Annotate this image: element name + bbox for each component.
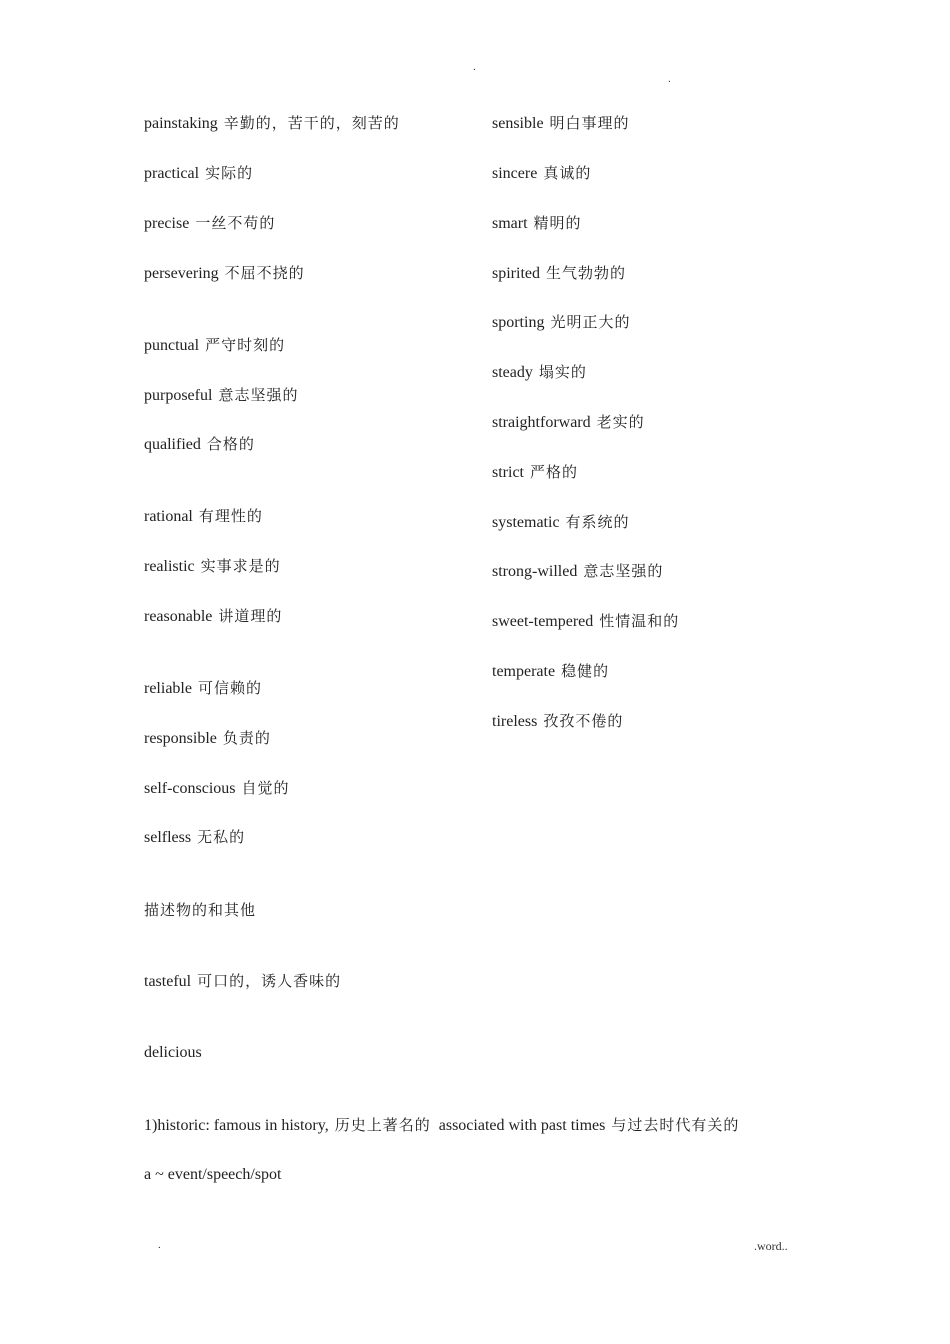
- entry-english: self-conscious: [144, 780, 236, 797]
- definition-chinese: 历史上著名的: [334, 1116, 431, 1134]
- entry-chinese: 意志坚强的: [583, 562, 664, 580]
- definition-line: [144, 1115, 739, 1136]
- vocab-entry: [144, 263, 305, 284]
- vocab-entry: [144, 606, 282, 627]
- entry-chinese: 有理性的: [198, 507, 263, 525]
- entry-chinese: 负责的: [222, 729, 271, 747]
- vocab-entry: [492, 113, 630, 134]
- vocab-entry: [492, 512, 630, 533]
- entry-english: delicious: [144, 1044, 202, 1061]
- example-line: [144, 1165, 282, 1185]
- entry-chinese: 稳健的: [561, 662, 610, 680]
- vocab-entry: [492, 263, 626, 284]
- entry-english: responsible: [144, 730, 217, 747]
- vocab-entry: [144, 556, 281, 577]
- entry-english: persevering: [144, 265, 219, 282]
- entry-english: systematic: [492, 514, 560, 531]
- vocab-entry: [144, 434, 255, 455]
- entry-english: spirited: [492, 265, 540, 282]
- vocab-entry: [492, 561, 663, 582]
- entry-english: punctual: [144, 337, 200, 354]
- entry-english: selfless: [144, 829, 192, 846]
- entry-english: purposeful: [144, 387, 213, 404]
- vocab-entry: [144, 163, 253, 184]
- vocab-entry: [144, 385, 298, 406]
- example-text: a ~ event/speech/spot: [144, 1166, 282, 1183]
- footer-word: .word..: [754, 1239, 788, 1253]
- entry-chinese: 不屈不挠的: [224, 264, 305, 282]
- vocab-entry: [492, 462, 578, 483]
- entry-english: practical: [144, 165, 200, 182]
- entry-chinese: 讲道理的: [218, 607, 283, 625]
- entry-chinese: 光明正大的: [550, 313, 631, 331]
- entry-english: sincere: [492, 165, 538, 182]
- vocab-entry: [492, 312, 630, 333]
- entry-english: sporting: [492, 314, 545, 331]
- entry-chinese: 可口的，诱人香味的: [197, 972, 342, 990]
- vocab-entry: [144, 1043, 202, 1063]
- entry-chinese: 自觉的: [241, 779, 290, 797]
- entry-english: reliable: [144, 680, 192, 697]
- vocab-entry: [144, 778, 290, 799]
- vocab-entry: [492, 661, 609, 682]
- vocab-entry: [144, 971, 341, 992]
- entry-english: temperate: [492, 663, 556, 680]
- entry-english: straightforward: [492, 414, 591, 431]
- entry-chinese: 老实的: [596, 413, 645, 431]
- vocab-entry: [144, 506, 263, 527]
- entry-english: rational: [144, 508, 193, 525]
- vocab-entry: [144, 678, 262, 699]
- header-dot-center: .: [473, 61, 476, 73]
- entry-english: sweet-tempered: [492, 613, 594, 630]
- entry-english: strict: [492, 464, 524, 481]
- entry-chinese: 严守时刻的: [205, 336, 286, 354]
- vocab-entry: [492, 412, 645, 433]
- vocab-entry: [144, 213, 275, 234]
- entry-chinese: 孜孜不倦的: [543, 712, 624, 730]
- vocab-entry: [492, 213, 582, 234]
- entry-chinese: 合格的: [206, 435, 255, 453]
- entry-chinese: 实际的: [205, 164, 254, 182]
- entry-english: sensible: [492, 115, 544, 132]
- entry-chinese: 辛勤的，苦干的，刻苦的: [223, 114, 400, 132]
- entry-chinese: 生气勃勃的: [546, 264, 627, 282]
- header-dot-right: .: [668, 73, 671, 85]
- footer-dot-left: .: [158, 1239, 161, 1251]
- entry-chinese: 塌实的: [538, 363, 587, 381]
- entry-chinese: 真诚的: [543, 164, 592, 182]
- entry-chinese: 明白事理的: [549, 114, 630, 132]
- entry-chinese: 意志坚强的: [218, 386, 299, 404]
- vocab-entry: [492, 163, 591, 184]
- vocab-entry: [144, 113, 400, 134]
- vocab-entry: [492, 711, 623, 732]
- section-heading: 描述物的和其他: [144, 901, 257, 919]
- entry-english: precise: [144, 215, 190, 232]
- entry-chinese: 精明的: [533, 214, 582, 232]
- entry-chinese: 可信赖的: [197, 679, 262, 697]
- entry-english: smart: [492, 215, 528, 232]
- entry-chinese: 一丝不苟的: [195, 214, 276, 232]
- vocab-entry: [492, 362, 587, 383]
- vocab-entry: [144, 728, 271, 749]
- definition-chinese: 与过去时代有关的: [611, 1116, 740, 1134]
- vocab-entry: [492, 611, 679, 632]
- vocab-entry: [144, 335, 285, 356]
- definition-english: 1)historic: famous in history,: [144, 1117, 329, 1134]
- entry-english: reasonable: [144, 608, 213, 625]
- entry-english: strong-willed: [492, 563, 578, 580]
- entry-english: tasteful: [144, 973, 192, 990]
- entry-chinese: 严格的: [530, 463, 579, 481]
- entry-english: tireless: [492, 713, 538, 730]
- entry-english: qualified: [144, 436, 201, 453]
- entry-english: realistic: [144, 558, 195, 575]
- entry-english: steady: [492, 364, 533, 381]
- entry-english: painstaking: [144, 115, 218, 132]
- entry-chinese: 无私的: [197, 828, 246, 846]
- entry-chinese: 实事求是的: [200, 557, 281, 575]
- vocab-entry: [144, 827, 245, 848]
- entry-chinese: 有系统的: [565, 513, 630, 531]
- entry-chinese: 性情温和的: [599, 612, 680, 630]
- definition-english: associated with past times: [438, 1117, 606, 1134]
